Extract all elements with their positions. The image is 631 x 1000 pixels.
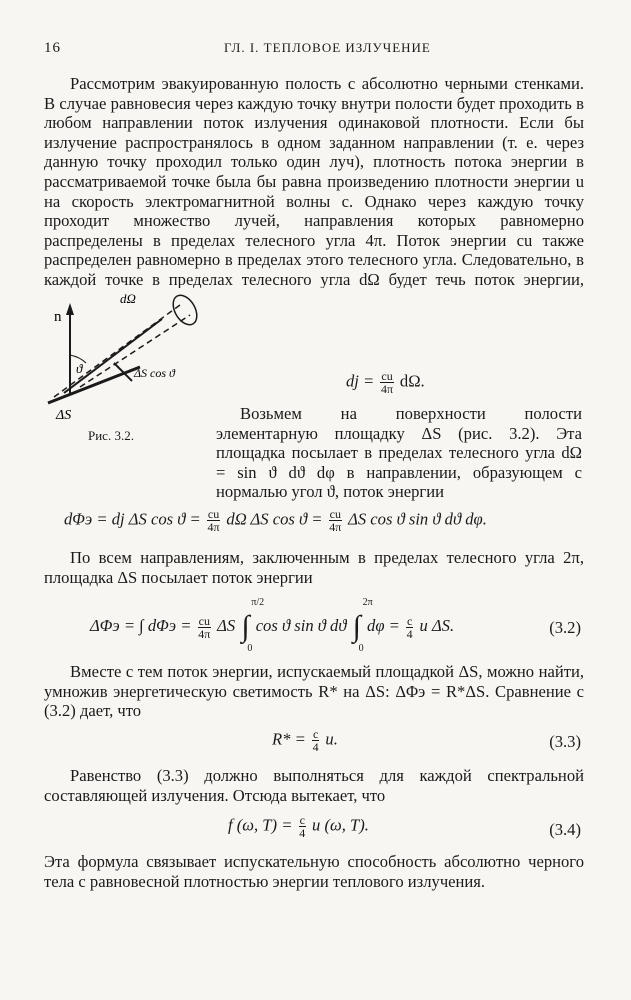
eq32-frac2-den: 4 [406,626,413,641]
eq-dj-num: cu [381,369,393,383]
frac1-den: 4π [207,520,220,534]
paragraph-luminosity: Вместе с тем поток энергии, испускаемый площадкой ΔS, можно найти, умножив энергетическую светимость R* на ΔS: ΔΦэ = R*ΔS. Сравнение с (3.2) дает, что [44,662,584,721]
beam-axis [64,319,162,393]
eq33-rhs: u. [325,729,338,749]
eq34-rhs: u (ω, T). [312,815,369,835]
eq32-frac2 [406,615,413,640]
eq34-lhs: f (ω, T) = [228,815,293,835]
paragraph-area: Возьмем на поверхности полости элементарную площадку ΔS (рис. 3.2). Эта площадка посылает в пределах телесного угла dΩ = sin ϑ dϑ dφ в направлении, образующем с нормалью угол ϑ, поток энергии [216,404,582,502]
eq32-frac1 [198,615,211,640]
equation-dj [346,370,425,395]
running-title: ГЛ. I. ТЕПЛОВОЕ ИЗЛУЧЕНИЕ [224,40,431,55]
eq32-frac2-num: c [407,613,413,628]
figure-caption: Рис. 3.2. [88,428,134,443]
eq-dj-lhs: dj = [346,371,375,391]
eq32-frac1-den: 4π [198,626,211,641]
eq-dphi-a: dΦэ = dj ΔS cos ϑ = [64,509,201,529]
eq33-frac [312,728,319,753]
equation-3-4 [228,814,369,839]
label-ds: ΔS [56,408,72,423]
label-domega: dΩ [120,291,136,306]
eq32-d: dφ = [367,615,400,635]
equation-number-3-2: (3.2) [549,618,581,637]
equation-dphi [64,508,487,533]
surface-line [48,367,140,403]
eq-dphi-b: dΩ ΔS cos ϑ = [226,509,323,529]
equation-3-3 [272,728,338,753]
eq32-c: cos ϑ sin ϑ dϑ [255,615,347,635]
eq33-frac-num: c [312,727,319,741]
eq34-frac [299,814,306,839]
label-n: n [54,309,62,325]
eq-dphi-frac1 [207,508,220,533]
frac2-den: 4π [329,520,342,534]
equation-number-3-3: (3.3) [549,732,581,751]
paragraph-intro: Рассмотрим эвакуированную полость с абсолютно черными стенками. В случае равновесия через каждую точку внутри полости будет проходить в любом направлении поток излучения одинаковой плотности. Если бы излучение распространялось в одном заданном направлении (т. е. через данную точку проходил только один луч), плотность потока энергии в рассматриваемой точке была бы равна произведению плотности энергии u на скорость электромагнитной волны c. Однако через каждую точку проходит множество лучей, направления которых равномерно распределены в пределах телесного угла 4π. Поток энергии cu также распределен равномерно в пределах этого телесного угла. Следовательно, в каждой точке в пределах телесного угла dΩ будет течь поток энергии, [44,74,584,288]
eq32-frac1-num: cu [198,613,210,628]
integral-phi: ∫ 2π 0 [352,597,373,654]
eq33-frac-den: 4 [312,740,319,754]
integral-theta: ∫ π/2 0 [241,597,265,654]
int1-lower: 0 [247,643,253,654]
label-theta: ϑ [76,361,83,376]
eq-dphi-c: ΔS cos ϑ sin ϑ dϑ dφ. [348,509,487,529]
eq33-lhs: R* = [272,729,306,749]
paragraph-spectral: Равенство (3.3) должно выполняться для каждой спектральной составляющей излучения. Отсюда вытекает, что [44,766,584,805]
paragraph-conclusion: Эта формула связывает испускательную способность абсолютно черного тела с равновесной плотностью энергии теплового излучения. [44,852,584,891]
int2-upper: 2π [362,597,373,608]
page-number: 16 [44,40,61,56]
frac1-num: cu [207,507,220,521]
frac2-num: cu [329,507,341,521]
eq34-frac-den: 4 [299,826,306,840]
figure-3-2 [40,285,220,425]
normal-arrowhead [66,303,74,315]
int1-upper: π/2 [251,597,265,608]
int2-lower: 0 [358,643,364,654]
eq-dj-fraction [380,370,393,395]
eq34-frac-num: c [299,813,305,827]
eq32-a: ΔΦэ = ∫ dΦэ = [90,615,192,635]
eq32-e: u ΔS. [419,615,455,635]
eq-dj-rhs: dΩ. [399,371,425,391]
solid-angle-ellipse [168,291,201,329]
running-header [44,40,584,60]
eq-dphi-frac2 [329,508,342,533]
equation-number-3-4: (3.4) [549,820,581,839]
equation-3-2 [90,597,455,654]
eq-dj-den: 4π [381,382,394,396]
paragraph-total: По всем направлениям, заключенным в пределах телесного угла 2π, площадка ΔS посылает поток энергии [44,548,584,587]
eq32-b: ΔS [217,615,236,635]
label-dscos: ΔS cos ϑ [134,366,175,380]
